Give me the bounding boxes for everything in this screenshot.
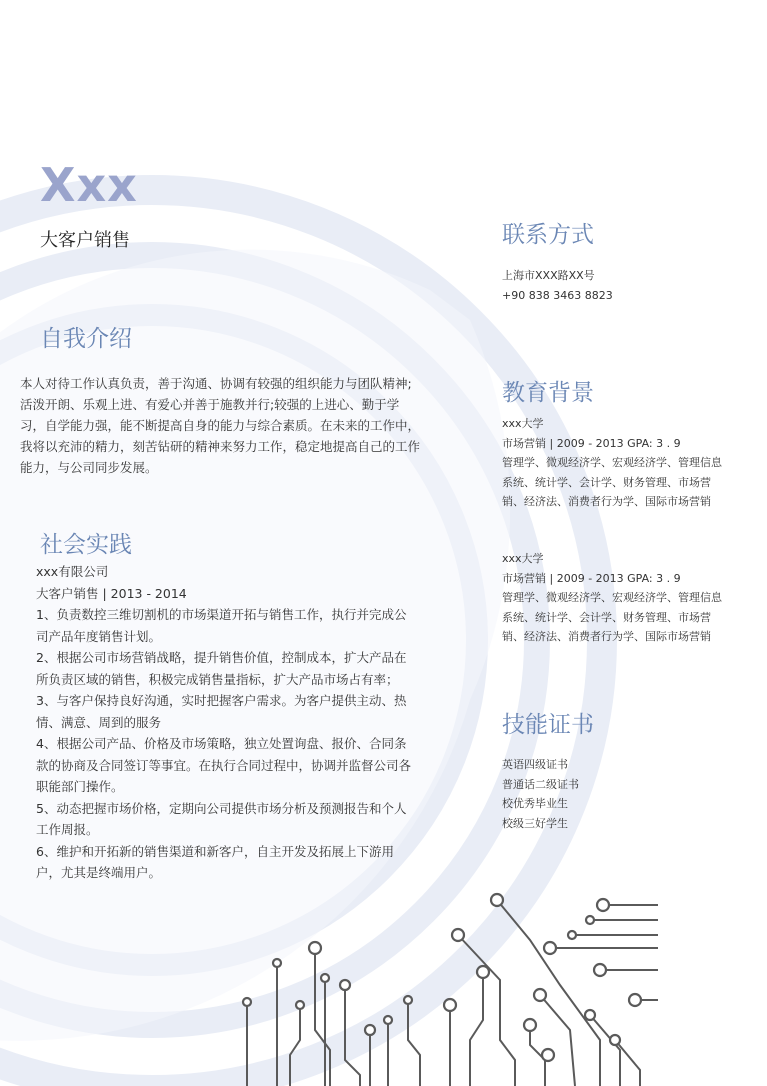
contact-heading: 联系方式: [502, 222, 594, 248]
education-courses: 管理学、微观经济学、宏观经济学、管理信息系统、统计学、会计学、财务管理、市场营销、经济法、消费者行为学、国际市场营销: [502, 591, 722, 643]
education-major: 市场营销 | 2009 - 2013 GPA: 3 . 9: [502, 436, 681, 450]
experience-heading: 社会实践: [40, 532, 132, 558]
contact-phone: +90 838 3463 8823: [502, 288, 613, 302]
experience-item: 3、与客户保持良好沟通，实时把握客户需求。为客户提供主动、热情、满意、周到的服务: [36, 693, 407, 730]
education-courses: 管理学、微观经济学、宏观经济学、管理信息系统、统计学、会计学、财务管理、市场营销、经济法、消费者行为学、国际市场营销: [502, 456, 722, 508]
experience-item: 2、根据公司市场营销战略，提升销售价值，控制成本，扩大产品在所负责区域的销售，积极完成销售量指标，扩大产品市场占有率；: [36, 650, 407, 687]
job-title: 大客户销售: [40, 230, 130, 251]
experience-item: 1、负责数控三维切割机的市场渠道开拓与销售工作，执行并完成公司产品年度销售计划。: [36, 607, 407, 644]
experience-position: 大客户销售 | 2013 - 2014: [36, 585, 187, 601]
skills-list: [502, 755, 722, 833]
experience-item: 4、根据公司产品、价格及市场策略，独立处置询盘、报价、合同条款的协商及合同签订等事宜。在执行合同过程中，协调并监督公司各职能部门操作。: [36, 736, 412, 794]
education-school: xxx大学: [502, 552, 544, 565]
contact-address: 上海市XXX路XX号: [502, 269, 595, 282]
education-entry: [502, 414, 722, 512]
contact-section: [502, 266, 722, 305]
skill-item: 校级三好学生: [502, 816, 568, 830]
education-major: 市场营销 | 2009 - 2013 GPA: 3 . 9: [502, 571, 681, 585]
about-text: 本人对待工作认真负责，善于沟通、协调有较强的组织能力与团队精神;活泼开朗、乐观上进、有爱心并善于施教并行;较强的上进心、勤于学习，自学能力强，能不断提高自身的能力与综合素质。在未来的工作中，我将以充沛的精力，刻苦钻研的精神来努力工作，稳定地提高自己的工作能力，与公司同步发展。: [20, 376, 421, 475]
experience-company: xxx有限公司: [36, 564, 109, 579]
experience-section: [36, 561, 416, 884]
education-heading: 教育背景: [502, 380, 594, 406]
about-heading: 自我介绍: [40, 326, 132, 352]
skill-item: 校优秀毕业生: [502, 797, 568, 810]
education-entry: [502, 549, 722, 647]
education-school: xxx大学: [502, 417, 544, 430]
experience-item: 6、维护和开拓新的销售渠道和新客户，自主开发及拓展上下游用户，尤其是终端用户。: [36, 843, 394, 880]
skill-item: 英语四级证书: [502, 758, 568, 771]
skills-heading: 技能证书: [502, 712, 594, 738]
resume-name: Xxx: [40, 158, 138, 212]
experience-item: 5、动态把握市场价格，定期向公司提供市场分析及预测报告和个人工作周报。: [36, 800, 407, 837]
skill-item: 普通话二级证书: [502, 777, 579, 791]
